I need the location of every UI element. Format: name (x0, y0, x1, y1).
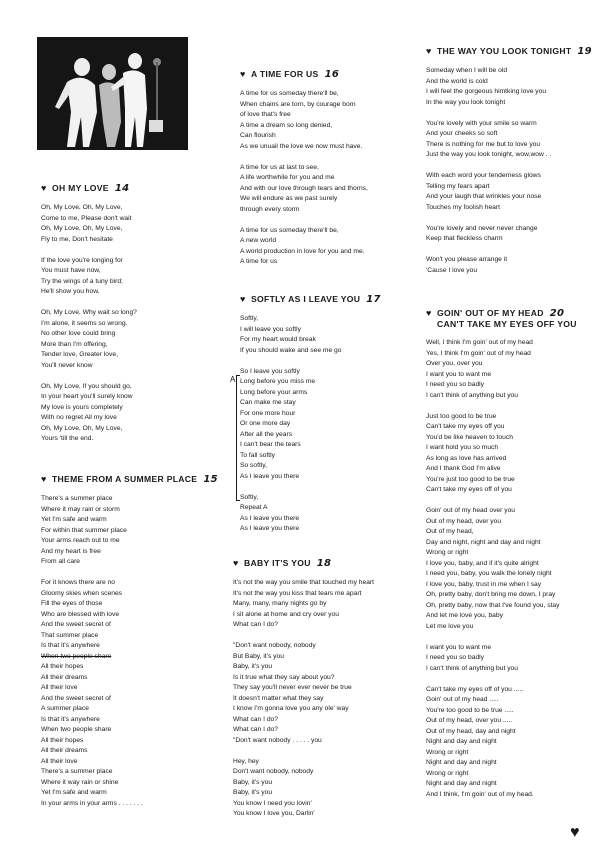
heart-icon: ♥ (41, 474, 47, 484)
lyric-line: A summer place (41, 705, 89, 712)
lyric-line: Can't take my eyes off of you ..... (426, 685, 524, 693)
lyric-line: Softly, (240, 315, 259, 322)
song-title: ♥ OH MY LOVE 14 (41, 183, 130, 194)
lyric-line: I know I'm gonna love you any ole' way (233, 705, 349, 712)
song-title: ♥ THEME FROM A SUMMER PLACE 15 (41, 474, 218, 485)
lyric-line: Is that it's anywhere (41, 715, 100, 723)
lyric-line: You know I love you, Darlin' (233, 810, 315, 817)
lyric-line: Night and day and night (426, 738, 497, 745)
lyric-line: A time for us (240, 258, 278, 265)
stanza-gap (240, 482, 381, 493)
lyric-line: Long before you miss me (240, 378, 316, 385)
song-title: ♥ A TIME FOR US 16 (240, 69, 340, 80)
heart-icon: ♥ (426, 46, 432, 56)
lyric-line: A life worthwhile for you and me (240, 174, 335, 181)
lyric-line: through every storm (240, 205, 300, 213)
lyric-line: Or one more day (240, 420, 291, 427)
song-title: ♥ BABY IT'S YOU 18 (233, 558, 332, 569)
lyric-line: Oh, pretty baby, now that I've found you, stay (426, 601, 560, 609)
lyric-line: And the sweet secret of (41, 621, 111, 628)
lyric-line: And with our love through tears and thorns, (240, 184, 368, 192)
lyric-line: Just the way you look tonight, wow,wow . . (426, 151, 552, 158)
stanza-gap (233, 746, 374, 757)
lyric-line: Who are blessed with love (41, 610, 120, 618)
lyric-line: Touches my foolish heart (426, 203, 500, 211)
song-number: 19 (577, 46, 592, 57)
lyric-line: I will leave you softly (240, 325, 301, 333)
lyric-line: You must have now, (41, 267, 101, 274)
lyric-line: As we unuail the love we now must have. (240, 142, 363, 150)
lyric-line: It's not the way you smile that touched my heart (233, 579, 375, 586)
stanza-gap (426, 401, 577, 412)
lyric-line: Yet I'm safe and warm (41, 789, 107, 796)
heart-icon: ♥ (240, 294, 246, 304)
lyric-line: As long as love has arrived (426, 454, 507, 462)
lyric-line: That summer place (41, 631, 99, 639)
stanza-gap (426, 108, 592, 119)
lyric-line: No other love could bring (41, 330, 116, 337)
lyric-line: So I leave you softly (240, 367, 300, 375)
lyric-line: All their dreams (41, 747, 88, 754)
lyric-line: I love you, baby, and if it's quite alright (426, 559, 539, 567)
lyric-line: Goin' out of my head ..... (426, 696, 499, 703)
lyric-line: Oh, My Love, Oh, My Love, (41, 424, 123, 432)
lyric-line: And I thank God I'm alive (426, 465, 501, 472)
lyric-line: In the way you look tonight (426, 98, 506, 106)
lyric-line: For my heart would break (240, 336, 316, 343)
lyric-line: All their love (41, 757, 78, 765)
lyric-line: All their hopes (41, 663, 84, 670)
song-summer-place (41, 474, 218, 809)
lyrics (240, 314, 381, 535)
lyric-line: What can I do? (233, 726, 278, 733)
stanza-gap (240, 356, 381, 367)
lyric-line: If you should wake and see me go (240, 346, 342, 354)
lyric-line: And your laugh that wrinkles your nose (426, 193, 542, 200)
lyric-line: I love you, baby, trust in me when I say (426, 580, 542, 588)
lyrics (233, 578, 374, 820)
lyric-line: We will endure as we past surely (240, 195, 338, 202)
song-time-for-us (240, 69, 368, 268)
stanza-gap (426, 245, 592, 256)
lyric-line: When chains are torn, by courage born (240, 100, 356, 108)
lyric-line: Baby, it's you (233, 663, 273, 670)
lyric-line: After all the years (240, 430, 293, 438)
heart-icon: ♥ (570, 824, 580, 841)
lyric-line: "Don't want nobody, nobody (233, 642, 316, 649)
lyric-line: Oh, My Love, If you should go, (41, 382, 132, 390)
lyric-line: Can flourish (240, 132, 276, 139)
lyric-line: Yours 'till the end. (41, 435, 94, 442)
lyric-line: And my heart is free (41, 547, 101, 555)
lyric-line: All their hopes (41, 736, 84, 744)
lyric-line: I sit alone at home and cry over you (233, 610, 339, 618)
lyric-line: And I think, I'm goin' out of my head. (426, 790, 534, 798)
lyric-line: For within that summer place (41, 526, 127, 534)
lyric-line: Wrong or right (426, 549, 469, 556)
lyric-line: A time a dream so long denied, (240, 121, 333, 129)
lyric-line: There is nothing for me but to love you (426, 140, 541, 148)
lyric-line: Out of my head, over you (426, 517, 502, 525)
song-softly (240, 294, 381, 535)
stanza-gap (426, 674, 577, 685)
lyric-line: Over you, over you (426, 360, 483, 367)
lyric-line: And your cheeks so soft (426, 130, 498, 137)
lyric-line: All their love (41, 684, 78, 691)
lyric-line: When two people share (41, 726, 112, 733)
lyric-line: Softly, (240, 493, 259, 501)
lyric-line: "Don't want nobody . . . . . you (233, 736, 322, 744)
song-oh-my-love (41, 183, 137, 445)
lyric-line: Tender love, Greater love, (41, 351, 118, 358)
lyric-line: Is that it's anywhere (41, 642, 100, 649)
lyric-line: Telling my fears apart (426, 182, 490, 190)
lyric-line: I want you to want me (426, 643, 492, 651)
lyric-line: And the sweet secret of (41, 694, 111, 702)
lyric-line: Night and day and night (426, 780, 497, 787)
lyric-line: I want you to want me (426, 370, 492, 378)
lyric-line: Keep that fleckless charm (426, 235, 503, 242)
lyric-line: Day and night, night and day and night (426, 538, 541, 546)
lyric-line: There's a summer place (41, 768, 113, 775)
lyric-line: Oh, pretty baby, don't bring me down, I pray (426, 591, 556, 598)
lyrics (426, 66, 592, 276)
repeat-bracket (236, 375, 240, 501)
lyric-line: Is it true what they say about you? (233, 673, 335, 681)
band-photo-image (37, 37, 188, 150)
heart-icon: ♥ (426, 308, 432, 318)
lyric-line: I want hold you so much (426, 444, 499, 451)
lyric-line: If the love you're longing for (41, 256, 123, 264)
stanza-gap (426, 213, 592, 224)
lyric-line: A time for us at last to see, (240, 163, 319, 171)
lyric-line: Baby, it's you (233, 778, 273, 786)
lyrics (41, 494, 218, 809)
lyric-line: Wrong or right (426, 769, 469, 777)
lyric-line: Wrong or right (426, 748, 469, 756)
lyrics (41, 203, 137, 445)
lyric-line: From all care (41, 558, 81, 565)
lyric-line: Where it way rain or shine (41, 778, 119, 786)
lyric-line: You're lovely with your smile so warm (426, 119, 537, 127)
stanza-gap (426, 496, 577, 507)
lyric-line: Don't want nobody, nobody (233, 768, 314, 775)
lyric-line: Oh, My Love, Why wait so long? (41, 309, 137, 316)
lyric-line: All their dreams (41, 673, 88, 681)
song-goin-out-of-my-head (426, 308, 577, 800)
stanza-gap (240, 215, 368, 226)
lyric-line: Goin' out of my head over you (426, 507, 516, 514)
lyric-line: of love that's free (240, 111, 291, 118)
lyrics (240, 89, 368, 268)
lyric-line: You know I need you lovin' (233, 799, 312, 807)
lyric-line: Fill the eyes of those (41, 600, 103, 607)
song-subtitle: CAN'T TAKE MY EYES OFF YOU (437, 319, 577, 329)
lyric-line: My love is yours completely (41, 403, 123, 411)
lyric-line: Where it may rain or storm (41, 505, 120, 513)
lyric-line: What can I do? (233, 621, 278, 628)
lyric-line: Oh, My Love, Oh, My Love, (41, 204, 123, 211)
song-number: 14 (114, 183, 130, 194)
stanza-gap (41, 245, 137, 256)
lyric-line: But Baby, it's you (233, 652, 284, 660)
lyric-line: Gloomy skies when scenes (41, 589, 123, 597)
lyric-line: Well, I think I'm goin' out of my head (426, 339, 533, 346)
lyric-line: A new world (240, 237, 277, 244)
lyric-line: Out of my head, day and night (426, 727, 516, 735)
lyric-line: Night and day and night (426, 759, 497, 766)
lyric-line: A world production in love for you and me. (240, 247, 365, 255)
lyric-line: In your heart you'll surely know (41, 393, 133, 400)
lyric-line: Fly to me, Don't hesitate (41, 235, 113, 243)
lyric-line: It's not the way you kiss that tears me apart (233, 589, 362, 597)
stanza-gap (233, 631, 374, 642)
song-number: 17 (366, 294, 381, 305)
band-photo (37, 37, 188, 150)
lyric-line: A time for us someday there'll be, (240, 90, 339, 97)
lyric-line: For it knows there are no (41, 579, 115, 586)
lyric-line: 'Cause I love you (426, 266, 478, 274)
lyric-line: And the world is cold (426, 77, 488, 85)
lyric-line: When two people share (41, 652, 112, 660)
song-way-you-look-tonight (426, 46, 592, 276)
lyric-line: Try the wings of a tuny bird; (41, 277, 123, 285)
lyric-line: I need you, baby, you walk the lonely night (426, 570, 552, 577)
lyric-line: I need you so badly (426, 654, 484, 661)
lyric-line: You'll never know (41, 361, 93, 369)
heart-icon: ♥ (240, 69, 246, 79)
lyric-line: Let me love you (426, 622, 474, 630)
stanza-gap (426, 161, 592, 172)
lyric-line: In your arms in your arms . . . . . . . (41, 799, 143, 807)
stanza-gap (41, 298, 137, 309)
lyric-line: Someday when I will be old (426, 67, 508, 74)
lyric-line: And let me love you, baby (426, 612, 503, 619)
lyric-line: Your arms reach out to me (41, 537, 120, 544)
lyric-line: As I leave you there (240, 514, 300, 522)
song-title: ♥ THE WAY YOU LOOK TONIGHT 19 (426, 46, 592, 57)
lyric-line: They say you'll never ever never be true (233, 684, 352, 691)
lyric-line: Come to me, Please don't wait (41, 214, 132, 222)
lyric-line: Hey, hey (233, 757, 259, 765)
stanza-gap (41, 371, 137, 382)
stanza-gap (426, 632, 577, 643)
song-number: 15 (203, 474, 218, 485)
lyric-line: You're too good to be true ..... (426, 706, 514, 714)
lyrics (426, 338, 577, 800)
lyric-line: So softly, (240, 462, 268, 469)
lyric-line: To fall softly (240, 451, 275, 459)
lyric-line: Just too good to be true (426, 412, 497, 420)
lyric-line: Can't take my eyes off of you (426, 486, 512, 493)
lyric-line: Repeat A (240, 504, 268, 511)
lyric-line: There's a summer place (41, 495, 113, 502)
lyric-line: Oh, My Love, Oh, My Love, (41, 225, 123, 232)
heart-icon: ♥ (41, 183, 47, 193)
lyric-line: With each word your tenderness glows (426, 172, 541, 179)
lyric-line: As I leave you there (240, 525, 300, 532)
lyric-line: Baby, it's you (233, 789, 273, 796)
song-title: ♥ GOIN' OUT OF MY HEAD 20 (426, 308, 565, 319)
lyric-line: You're lovely and never never change (426, 224, 538, 232)
lyric-line: Can make me stay (240, 399, 296, 406)
lyric-line: He'll show you how. (41, 288, 100, 295)
lyric-line: I'm alone, it seems so wrong. (41, 319, 128, 327)
lyric-line: I can't bear the tears (240, 441, 301, 448)
song-number: 18 (316, 558, 332, 569)
lyric-line: With no regret All my love (41, 414, 117, 421)
stanza-gap (41, 568, 218, 579)
lyric-line: Yet I'm safe and warm (41, 516, 107, 523)
lyric-line: A time for us someday there'll be, (240, 226, 339, 234)
stanza-gap (240, 152, 368, 163)
lyric-line: I will feel the gorgeous himtking love you (426, 88, 547, 95)
lyric-line: Many, many, many nights go by (233, 600, 327, 607)
lyric-line: It doesn't matter what they say (233, 694, 324, 702)
lyric-line: Won't you please arrange it (426, 256, 508, 263)
lyric-line: As I leave you there (240, 472, 300, 480)
lyric-line: Out of my head, over you ..... (426, 717, 513, 724)
lyric-line: I can't think of anything but you (426, 664, 518, 672)
lyric-line: I can't think of anything but you (426, 391, 518, 399)
lyric-line: Can't take my eyes off you (426, 423, 505, 430)
song-baby-its-you (233, 558, 374, 820)
lyric-line: You'd be like heaven to touch (426, 433, 513, 441)
lyric-line: Yes, I think I'm goin' out of my head (426, 349, 531, 357)
lyric-line: Out of my head, (426, 528, 474, 535)
lyric-line: Long before your arms (240, 388, 308, 396)
repeat-marker-a: A (230, 375, 236, 384)
lyric-line: You're just too good to be true (426, 475, 515, 483)
lyric-line: I need you so badly (426, 381, 484, 388)
song-number: 20 (549, 308, 565, 319)
song-number: 16 (324, 69, 340, 80)
heart-icon: ♥ (233, 558, 239, 568)
song-title: ♥ SOFTLY AS I LEAVE YOU 17 (240, 294, 381, 305)
lyric-line: More than I'm offering, (41, 340, 108, 348)
lyric-line: For one more hour (240, 409, 296, 417)
lyric-line: What can I do? (233, 715, 278, 723)
